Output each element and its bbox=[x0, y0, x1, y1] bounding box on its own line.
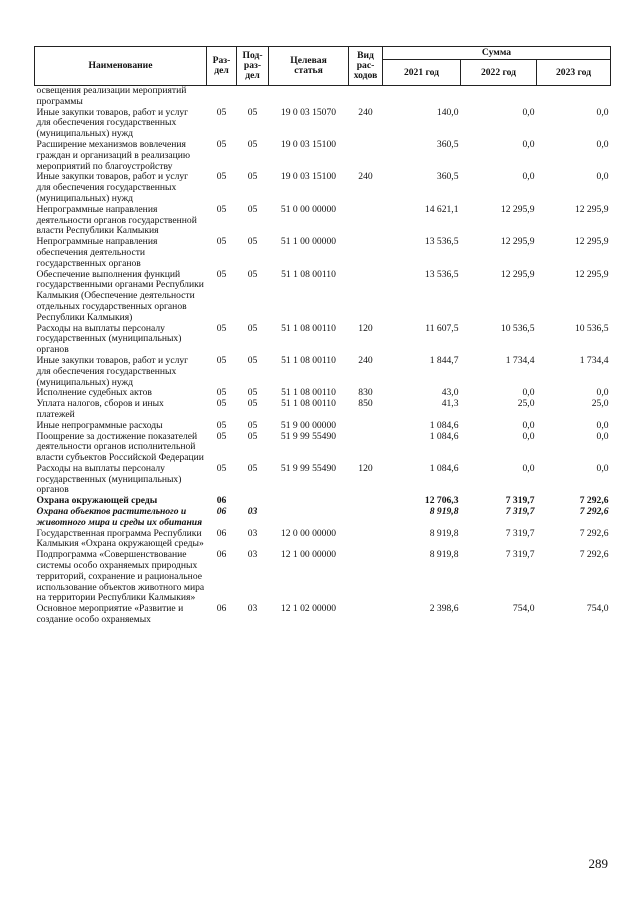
cell-vid bbox=[349, 237, 383, 269]
cell-name: Иные закупки товаров, работ и услуг для обеспечения государственных (муниципальных) нужд bbox=[36, 171, 189, 204]
cell-podrazdel: 03 bbox=[247, 506, 258, 518]
cell-name: Непрограммные направления деятельности органов государственной власти Республики Калмыкия bbox=[36, 203, 197, 237]
table-row bbox=[35, 205, 611, 237]
cell-podrazdel: 05 bbox=[247, 354, 258, 366]
cell-name: Иные непрограммные расходы bbox=[36, 419, 163, 431]
cell-razdel: 05 bbox=[216, 236, 227, 248]
cell-2023: 12 295,9 bbox=[574, 203, 609, 215]
cell-podrazdel: 05 bbox=[247, 398, 258, 410]
header-2021: 2021 год bbox=[383, 60, 461, 86]
cell-2022: 10 536,5 bbox=[500, 322, 535, 334]
table-row bbox=[35, 399, 611, 421]
cell-target: 19 0 03 15070 bbox=[280, 106, 337, 118]
page-number: 289 bbox=[588, 856, 608, 871]
cell-2023: 7 292,6 bbox=[579, 527, 609, 539]
cell-2023: 0,0 bbox=[596, 138, 609, 150]
cell-2023: 12 295,9 bbox=[574, 268, 609, 280]
header-razdel: Раз- дел bbox=[207, 47, 237, 86]
cell-target: 51 0 00 00000 bbox=[280, 203, 337, 215]
cell-2023: 0,0 bbox=[596, 462, 609, 474]
header-vid: Вид рас- ходов bbox=[349, 47, 383, 86]
table-row bbox=[35, 464, 611, 496]
cell-target: 51 9 99 55490 bbox=[280, 430, 337, 442]
header-target: Целевая статья bbox=[269, 47, 349, 86]
cell-2022: 7 319,7 bbox=[505, 549, 535, 561]
cell-vid: 850 bbox=[358, 398, 373, 410]
cell-2021: 13 536,5 bbox=[424, 236, 459, 248]
cell-podrazdel: 03 bbox=[247, 603, 258, 615]
cell-podrazdel: 03 bbox=[247, 527, 258, 539]
cell-target: 51 9 00 00000 bbox=[280, 419, 337, 431]
cell-vid bbox=[349, 550, 383, 604]
cell-2021: 43,0 bbox=[441, 387, 459, 399]
cell-2023: 0,0 bbox=[596, 171, 609, 183]
cell-2021: 2 398,6 bbox=[429, 603, 459, 615]
cell-podrazdel: 05 bbox=[247, 171, 258, 183]
cell-podrazdel: 05 bbox=[247, 419, 258, 431]
cell-razdel: 05 bbox=[216, 138, 227, 150]
cell-target bbox=[269, 507, 349, 529]
cell-2022: 0,0 bbox=[522, 138, 535, 150]
cell-2022: 1 734,4 bbox=[505, 354, 535, 366]
cell-podrazdel: 05 bbox=[247, 236, 258, 248]
cell-name: Основное мероприятие «Развитие и создание особо охраняемых bbox=[36, 603, 184, 626]
cell-target bbox=[269, 496, 349, 507]
cell-razdel: 05 bbox=[216, 322, 227, 334]
cell-2021: 41,3 bbox=[441, 398, 459, 410]
cell-razdel: 05 bbox=[216, 462, 227, 474]
cell-2021: 14 621,1 bbox=[424, 203, 459, 215]
cell-2023 bbox=[537, 86, 611, 108]
cell-podrazdel bbox=[237, 86, 269, 108]
cell-vid bbox=[349, 421, 383, 432]
cell-razdel: 05 bbox=[216, 430, 227, 442]
cell-name: Обеспечение выполнения функций государственными органами Республики Калмыкия (Обеспечение деятельности отдельных государственных органов Республики Калмыкия) bbox=[36, 268, 204, 323]
cell-2021: 140,0 bbox=[436, 106, 459, 118]
cell-2022: 7 319,7 bbox=[505, 506, 535, 518]
cell-name: Охрана окружающей среды bbox=[36, 495, 158, 507]
cell-2021: 12 706,3 bbox=[424, 495, 459, 507]
cell-2022: 0,0 bbox=[522, 387, 535, 399]
cell-2023: 0,0 bbox=[596, 106, 609, 118]
cell-name: освещения реализации мероприятий программы bbox=[36, 85, 187, 107]
cell-2021: 1 084,6 bbox=[429, 419, 459, 431]
cell-2023: 7 292,6 bbox=[579, 549, 609, 561]
cell-target: 12 0 00 00000 bbox=[280, 527, 337, 539]
cell-name: Иные закупки товаров, работ и услуг для обеспечения государственных (муниципальных) нужд bbox=[36, 354, 189, 388]
cell-vid bbox=[349, 529, 383, 551]
cell-2022: 0,0 bbox=[522, 462, 535, 474]
cell-2023: 7 292,6 bbox=[579, 506, 609, 518]
cell-razdel: 05 bbox=[216, 171, 227, 183]
cell-name: Непрограммные направления обеспечения деятельности государственных органов bbox=[36, 236, 158, 269]
cell-vid bbox=[349, 432, 383, 464]
cell-target: 51 1 08 00110 bbox=[281, 398, 336, 410]
cell-2021 bbox=[383, 86, 461, 108]
cell-2021: 8 919,8 bbox=[429, 549, 459, 561]
header-2022: 2022 год bbox=[461, 60, 537, 86]
cell-vid bbox=[349, 140, 383, 172]
cell-razdel: 06 bbox=[216, 603, 227, 615]
cell-2022: 0,0 bbox=[522, 171, 535, 183]
cell-2022: 7 319,7 bbox=[505, 495, 535, 507]
table-row bbox=[35, 507, 611, 529]
cell-razdel: 05 bbox=[216, 387, 227, 399]
header-sum: Сумма bbox=[383, 47, 611, 60]
budget-table bbox=[34, 46, 611, 626]
cell-target bbox=[269, 86, 349, 108]
cell-2022: 7 319,7 bbox=[505, 527, 535, 539]
cell-2022: 25,0 bbox=[517, 398, 535, 410]
cell-podrazdel: 03 bbox=[247, 549, 258, 561]
table-row bbox=[35, 432, 611, 464]
table-row bbox=[35, 324, 611, 356]
cell-2023: 0,0 bbox=[596, 430, 609, 442]
table-row bbox=[35, 172, 611, 204]
cell-2022: 0,0 bbox=[522, 106, 535, 118]
cell-vid: 240 bbox=[358, 106, 373, 118]
cell-2022: 0,0 bbox=[522, 430, 535, 442]
cell-2023: 754,0 bbox=[586, 603, 609, 615]
cell-name: Государственная программа Республики Калмыкия «Охрана окружающей среды» bbox=[36, 527, 204, 550]
cell-razdel: 05 bbox=[216, 268, 227, 280]
cell-vid: 120 bbox=[358, 322, 373, 334]
cell-target: 51 9 99 55490 bbox=[280, 462, 337, 474]
cell-name: Охрана объектов растительного и животного мира и среды их обитания bbox=[36, 506, 203, 528]
cell-target: 51 1 08 00110 bbox=[281, 268, 336, 280]
cell-vid bbox=[349, 270, 383, 324]
table-body bbox=[35, 86, 611, 626]
cell-2023: 7 292,6 bbox=[579, 495, 609, 507]
cell-name: Расходы на выплаты персоналу государственных (муниципальных) органов bbox=[36, 322, 182, 356]
cell-2021: 13 536,5 bbox=[424, 268, 459, 280]
cell-target: 51 1 08 00110 bbox=[281, 387, 336, 399]
cell-vid bbox=[349, 496, 383, 507]
table-row bbox=[35, 421, 611, 432]
cell-target: 51 1 08 00110 bbox=[281, 322, 336, 334]
table-row bbox=[35, 356, 611, 388]
cell-2022: 12 295,9 bbox=[500, 203, 535, 215]
cell-target: 51 1 00 00000 bbox=[280, 236, 337, 248]
cell-podrazdel: 05 bbox=[247, 322, 258, 334]
cell-vid: 120 bbox=[358, 462, 373, 474]
cell-2022: 12 295,9 bbox=[500, 236, 535, 248]
table-row bbox=[35, 86, 611, 108]
cell-target: 12 1 00 00000 bbox=[280, 549, 337, 561]
cell-vid: 240 bbox=[358, 354, 373, 366]
document-page bbox=[34, 46, 610, 626]
cell-2022: 754,0 bbox=[512, 603, 535, 615]
cell-podrazdel: 05 bbox=[247, 138, 258, 150]
cell-razdel: 05 bbox=[216, 106, 227, 118]
cell-name: Подпрограмма «Совершенствование системы особо охраняемых природных территорий, сохранение и рациональное использование объектов животного мира на территории Республики Калмыкия» bbox=[36, 549, 205, 604]
header-podrazdel: Под- раз- дел bbox=[237, 47, 269, 86]
table-row bbox=[35, 270, 611, 324]
cell-2021: 360,5 bbox=[436, 138, 459, 150]
cell-2022: 12 295,9 bbox=[500, 268, 535, 280]
table-row bbox=[35, 108, 611, 140]
cell-razdel: 05 bbox=[216, 203, 227, 215]
cell-vid bbox=[349, 205, 383, 237]
cell-podrazdel: 05 bbox=[247, 203, 258, 215]
cell-name: Иные закупки товаров, работ и услуг для обеспечения государственных (муниципальных) нужд bbox=[36, 106, 189, 140]
cell-podrazdel: 05 bbox=[247, 462, 258, 474]
cell-2023: 25,0 bbox=[591, 398, 609, 410]
cell-2021: 11 607,5 bbox=[425, 322, 459, 334]
cell-2023: 0,0 bbox=[596, 419, 609, 431]
cell-razdel: 05 bbox=[216, 354, 227, 366]
cell-razdel: 05 bbox=[216, 398, 227, 410]
cell-2023: 1 734,4 bbox=[579, 354, 609, 366]
cell-razdel: 06 bbox=[216, 506, 227, 518]
cell-2021: 1 084,6 bbox=[429, 462, 459, 474]
cell-2022 bbox=[461, 86, 537, 108]
table-row bbox=[35, 604, 611, 626]
cell-podrazdel: 05 bbox=[247, 430, 258, 442]
cell-name: Расширение механизмов вовлечения граждан и организаций в реализацию мероприятий по благоустройству bbox=[36, 138, 191, 172]
cell-podrazdel: 05 bbox=[247, 387, 258, 399]
table-header bbox=[35, 47, 611, 86]
cell-razdel: 06 bbox=[216, 495, 227, 507]
table-row bbox=[35, 529, 611, 551]
cell-vid: 830 bbox=[358, 387, 373, 399]
cell-vid bbox=[349, 86, 383, 108]
cell-razdel: 06 bbox=[216, 527, 227, 539]
cell-name: Поощрение за достижение показателей деятельности органов исполнительной власти субъектов Российской Федерации bbox=[36, 430, 204, 464]
cell-2022: 0,0 bbox=[522, 419, 535, 431]
cell-vid bbox=[349, 507, 383, 529]
cell-vid bbox=[349, 604, 383, 626]
cell-name: Расходы на выплаты персоналу государственных (муниципальных) органов bbox=[36, 462, 182, 496]
cell-2023: 0,0 bbox=[596, 387, 609, 399]
cell-target: 19 0 03 15100 bbox=[280, 138, 337, 150]
cell-2023: 12 295,9 bbox=[574, 236, 609, 248]
cell-2021: 8 919,8 bbox=[429, 506, 459, 518]
cell-2021: 8 919,8 bbox=[429, 527, 459, 539]
cell-name: Исполнение судебных актов bbox=[36, 387, 152, 399]
cell-razdel: 06 bbox=[216, 549, 227, 561]
table-row bbox=[35, 237, 611, 269]
table-row bbox=[35, 550, 611, 604]
cell-razdel: 05 bbox=[216, 419, 227, 431]
cell-razdel bbox=[207, 86, 237, 108]
cell-podrazdel: 05 bbox=[247, 106, 258, 118]
cell-name: Уплата налогов, сборов и иных платежей bbox=[36, 398, 164, 420]
cell-podrazdel: 05 bbox=[247, 268, 258, 280]
table-row bbox=[35, 140, 611, 172]
header-name: Наименование bbox=[35, 47, 207, 86]
cell-target: 12 1 02 00000 bbox=[280, 603, 337, 615]
cell-vid: 240 bbox=[358, 171, 373, 183]
cell-2021: 1 084,6 bbox=[429, 430, 459, 442]
header-2023: 2023 год bbox=[537, 60, 611, 86]
cell-2021: 360,5 bbox=[436, 171, 459, 183]
cell-target: 19 0 03 15100 bbox=[280, 171, 337, 183]
cell-target: 51 1 08 00110 bbox=[281, 354, 336, 366]
cell-2021: 1 844,7 bbox=[429, 354, 459, 366]
cell-2023: 10 536,5 bbox=[574, 322, 609, 334]
